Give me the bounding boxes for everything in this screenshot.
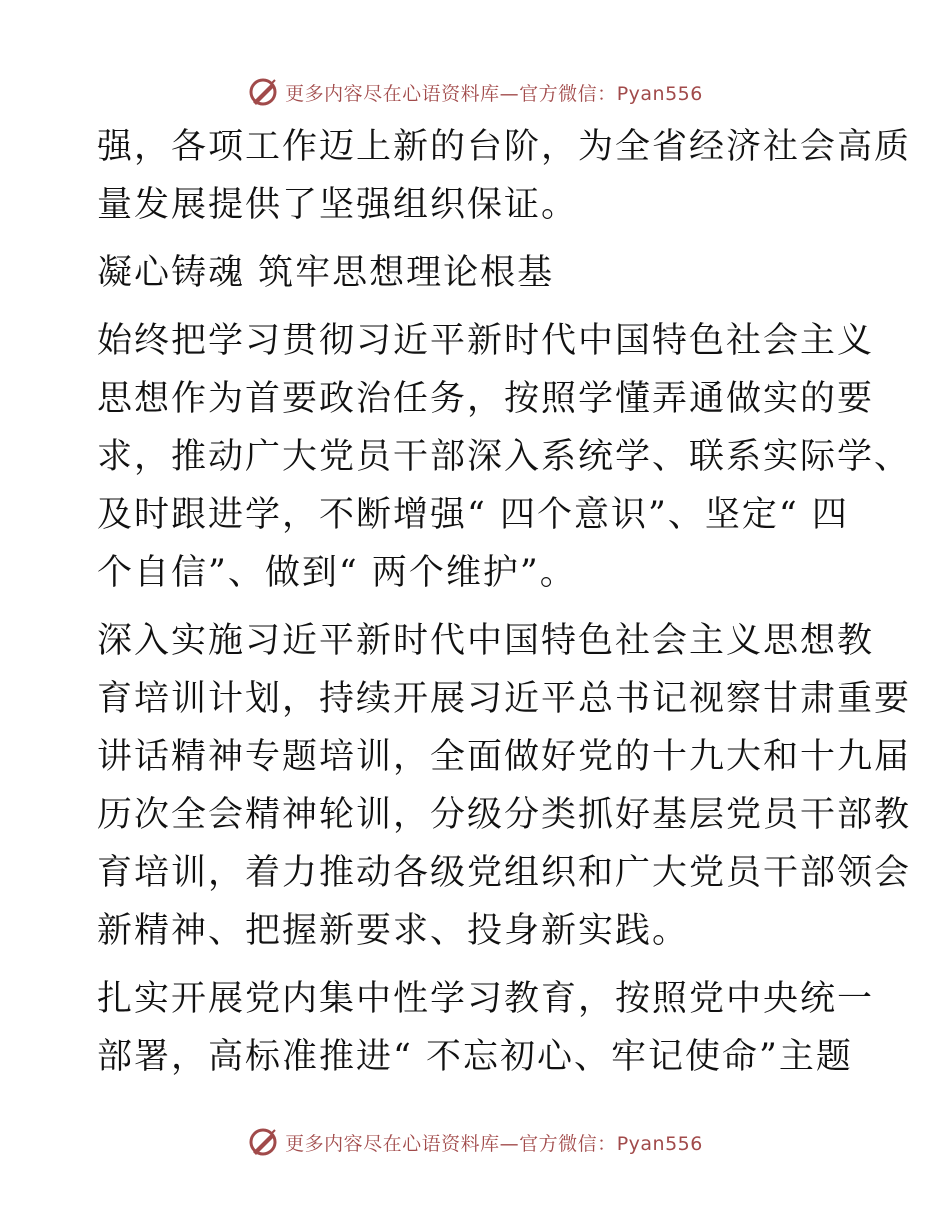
text-line: 讲话精神专题培训，全面做好党的十九大和十九届 bbox=[97, 737, 912, 777]
text-line: 思想作为首要政治任务，按照学懂弄通做实的要 bbox=[97, 379, 875, 419]
watermark-text bbox=[285, 1129, 703, 1156]
text-line: 育培训计划，持续开展习近平总书记视察甘肃重要 bbox=[97, 679, 912, 719]
paragraph-1 bbox=[97, 118, 912, 234]
watermark-official: 官方微信： bbox=[519, 1132, 617, 1155]
text-line: 扎实开展党内集中性学习教育，按照党中央统一 bbox=[97, 979, 875, 1019]
text-line: 量发展提供了坚强组织保证。 bbox=[97, 185, 579, 225]
watermark-official: 官方微信： bbox=[519, 82, 617, 105]
section-heading bbox=[97, 244, 857, 302]
text-line: 新精神、把握新要求、投身新实践。 bbox=[97, 911, 690, 951]
text-line: 部署，高标准推进“ 不忘初心、牢记使命”主题 bbox=[97, 1037, 853, 1077]
paragraph-4 bbox=[97, 970, 875, 1086]
text-line: 育培训，着力推动各级党组织和广大党员干部领会 bbox=[97, 853, 912, 893]
watermark-separator: — bbox=[499, 1132, 520, 1155]
text-line: 个自信”、做到“ 两个维护”。 bbox=[97, 553, 577, 593]
footer-watermark bbox=[0, 1122, 950, 1162]
text-line: 强，各项工作迈上新的台阶，为全省经济社会高质 bbox=[97, 127, 912, 167]
watermark-brand: 更多内容尽在心语资料库 bbox=[285, 82, 500, 105]
quill-pen-seal-icon bbox=[247, 1126, 279, 1158]
paragraph-3 bbox=[97, 612, 912, 960]
heading-text: 凝心铸魂 筑牢思想理论根基 bbox=[97, 253, 555, 293]
text-line: 及时跟进学，不断增强“ 四个意识”、坚定“ 四 bbox=[97, 495, 849, 535]
watermark-brand: 更多内容尽在心语资料库 bbox=[285, 1132, 500, 1155]
watermark-wechat-id: Pyan556 bbox=[616, 82, 703, 105]
header-watermark bbox=[0, 72, 950, 112]
text-line: 深入实施习近平新时代中国特色社会主义思想教 bbox=[97, 621, 875, 661]
watermark-separator: — bbox=[499, 82, 520, 105]
text-line: 求，推动广大党员干部深入系统学、联系实际学、 bbox=[97, 437, 912, 477]
quill-pen-seal-icon bbox=[247, 76, 279, 108]
paragraph-2 bbox=[97, 312, 912, 602]
text-line: 历次全会精神轮训，分级分类抓好基层党员干部教 bbox=[97, 795, 912, 835]
document-body bbox=[97, 118, 912, 1086]
text-line: 始终把学习贯彻习近平新时代中国特色社会主义 bbox=[97, 321, 875, 361]
watermark-wechat-id: Pyan556 bbox=[616, 1132, 703, 1155]
watermark-text bbox=[285, 79, 703, 106]
